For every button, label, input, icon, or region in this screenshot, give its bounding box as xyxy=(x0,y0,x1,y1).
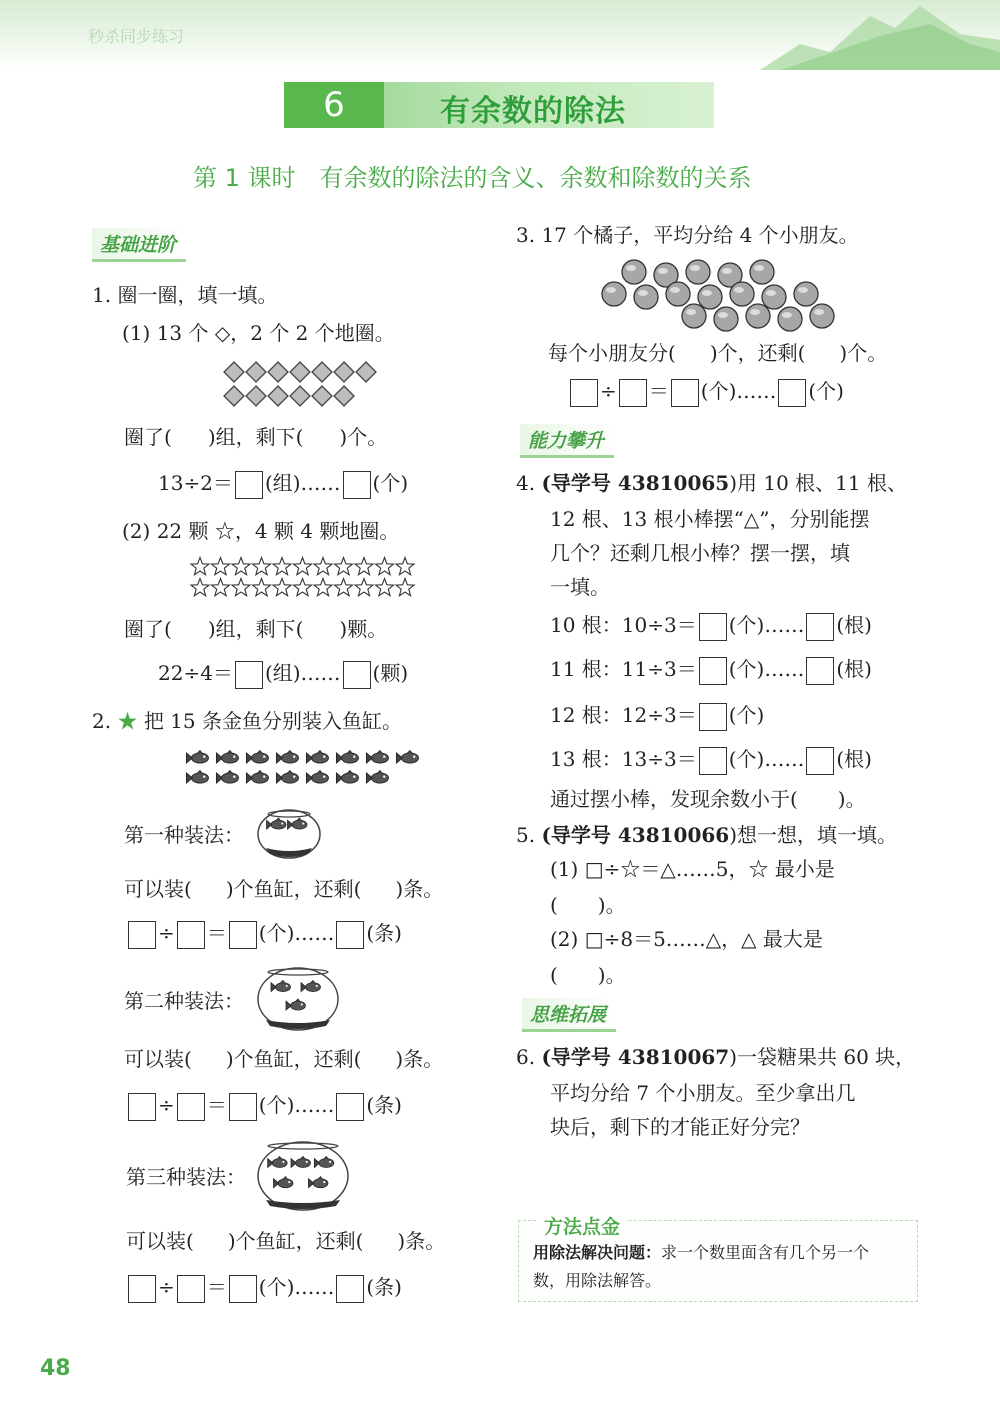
q5-part2a: (2) □÷8＝5……△，△ 最大是 xyxy=(550,927,823,951)
tip-label: 方法点金 xyxy=(538,1212,626,1239)
star-icon xyxy=(355,558,373,575)
answer-box[interactable] xyxy=(128,921,156,949)
text: (条) xyxy=(366,1093,402,1117)
text: ＝ xyxy=(206,1275,227,1299)
method2-fill xyxy=(124,1046,443,1072)
q5-stem xyxy=(516,822,897,848)
answer-box[interactable] xyxy=(343,661,371,689)
section-thinking-label: 思维拓展 xyxy=(522,998,616,1032)
star-icon xyxy=(232,558,250,575)
answer-box[interactable] xyxy=(699,703,727,731)
orange-icon xyxy=(730,282,754,306)
diamond-icon xyxy=(312,386,332,406)
goldfish-icon xyxy=(186,770,208,783)
goldfish-icon xyxy=(216,770,238,783)
orange-icon xyxy=(714,307,738,331)
text: (个)…… xyxy=(258,921,335,945)
text: 圈了( xyxy=(124,617,172,641)
orange-icon xyxy=(810,304,834,328)
goldfish-icon xyxy=(366,750,388,763)
q3-equation xyxy=(568,378,844,407)
q4-line1 xyxy=(516,470,907,496)
text: )组，剩下( xyxy=(207,425,304,449)
method3-label: 第三种装法： xyxy=(126,1165,246,1189)
text: (组)…… xyxy=(264,661,341,685)
star-icon xyxy=(335,558,353,575)
answer-box[interactable] xyxy=(235,661,263,689)
text: (颗) xyxy=(372,661,409,685)
text: ÷ xyxy=(158,1093,175,1117)
text: 22÷4＝ xyxy=(158,661,233,685)
q5-part2b: ( )。 xyxy=(550,963,626,987)
orange-icon xyxy=(602,282,626,306)
running-title: 秒杀同步练习 xyxy=(88,27,185,46)
star-icon xyxy=(253,558,271,575)
answer-box[interactable] xyxy=(229,1093,257,1121)
text: ÷ xyxy=(158,1275,175,1299)
orange-icon xyxy=(622,260,646,284)
star-icon xyxy=(191,558,209,575)
text: ＝ xyxy=(206,1093,227,1117)
question-number: 5. xyxy=(516,823,536,847)
text: (根) xyxy=(836,747,872,771)
tip-line2: 数，用除法解答。 xyxy=(533,1271,662,1290)
text: (个)…… xyxy=(700,379,777,403)
text: 用除法解决问题： xyxy=(533,1243,662,1262)
text: (条) xyxy=(366,921,402,945)
star-icon xyxy=(314,579,332,596)
q1-part2-equation xyxy=(158,660,408,689)
method1-equation xyxy=(126,920,402,949)
question-number: 2. xyxy=(92,709,112,733)
text: (根) xyxy=(836,657,872,681)
orange-icon xyxy=(794,282,818,306)
orange-icon xyxy=(686,260,710,284)
orange-icon xyxy=(634,285,658,309)
text: ÷ xyxy=(600,379,617,403)
star-icon xyxy=(376,558,394,575)
star-group-icon xyxy=(190,556,422,600)
goldfish-group-icon xyxy=(184,748,424,788)
text: (个) xyxy=(728,703,765,727)
text: )个鱼缸，还剩( xyxy=(227,1229,364,1253)
answer-box[interactable] xyxy=(128,1093,156,1121)
text: 可以装( xyxy=(126,1229,194,1253)
star-icon xyxy=(191,579,209,596)
q3-stem: 3. 17 个橘子，平均分给 4 个小朋友。 xyxy=(516,223,859,247)
goldfish-icon xyxy=(276,770,298,783)
star-mark-icon: ★ xyxy=(117,709,138,733)
diamond-icon xyxy=(224,362,244,382)
q4-row-13 xyxy=(550,746,872,775)
mountain-decoration-icon xyxy=(760,0,1000,70)
answer-box[interactable] xyxy=(229,1275,257,1303)
diamond-icon xyxy=(356,362,376,382)
text: (组)…… xyxy=(264,471,341,495)
diamond-icon xyxy=(290,362,310,382)
goldfish-icon xyxy=(366,770,388,783)
orange-icon xyxy=(762,285,786,309)
text: )用 10 根、11 根、 xyxy=(729,471,907,495)
goldfish-icon xyxy=(336,750,358,763)
diamond-icon xyxy=(268,386,288,406)
answer-box[interactable] xyxy=(177,1275,205,1303)
text: )个鱼缸，还剩( xyxy=(225,1047,362,1071)
star-icon xyxy=(376,579,394,596)
star-icon xyxy=(232,579,250,596)
text: (导学号 xyxy=(541,823,618,847)
text: )个，还剩( xyxy=(709,341,806,365)
diamond-group-icon xyxy=(222,360,392,410)
diamond-icon xyxy=(268,362,288,382)
q1-part2-fill xyxy=(124,616,387,642)
diamond-icon xyxy=(224,386,244,406)
q6-line1 xyxy=(516,1044,915,1070)
goldfish-icon xyxy=(186,750,208,763)
q6-line2: 平均分给 7 个小朋友。至少拿出几 xyxy=(550,1081,856,1105)
answer-box[interactable] xyxy=(177,1093,205,1121)
q1-part1-stem: (1) 13 个 ◇，2 个 2 个地圈。 xyxy=(122,321,395,345)
text: 可以装( xyxy=(124,1047,192,1071)
star-icon xyxy=(212,558,230,575)
text: (个)…… xyxy=(258,1093,335,1117)
fishbowl-icon xyxy=(256,1140,350,1212)
page-number: 48 xyxy=(40,1356,71,1381)
q4-row-11 xyxy=(550,656,872,685)
fishbowl-icon xyxy=(256,808,322,860)
text: )条。 xyxy=(395,1047,444,1071)
text: 11 根：11÷3＝ xyxy=(550,657,697,681)
method3-fill xyxy=(126,1228,445,1254)
goldfish-icon xyxy=(276,750,298,763)
text: 求一个数里面含有几个另一个 xyxy=(661,1243,870,1262)
star-icon xyxy=(314,558,332,575)
guide-code: 43810067 xyxy=(617,1045,730,1069)
answer-box[interactable] xyxy=(570,379,598,407)
text: )组，剩下( xyxy=(207,617,304,641)
answer-box[interactable] xyxy=(806,613,834,641)
q4-conclusion: 通过摆小棒，发现余数小于( )。 xyxy=(550,787,866,811)
answer-box[interactable] xyxy=(336,1275,364,1303)
answer-box[interactable] xyxy=(235,471,263,499)
text: (个)…… xyxy=(258,1275,335,1299)
text: (根) xyxy=(836,613,872,637)
goldfish-icon xyxy=(336,770,358,783)
diamond-icon xyxy=(334,362,354,382)
diamond-icon xyxy=(246,362,266,382)
chapter-number: 6 xyxy=(284,82,384,128)
goldfish-icon xyxy=(246,770,268,783)
text: 把 15 条金鱼分别装入鱼缸。 xyxy=(143,709,402,733)
text: (个) xyxy=(372,471,409,495)
q1-stem: 1. 圈一圈，填一填。 xyxy=(92,283,278,307)
text: 10 根：10÷3＝ xyxy=(550,613,697,637)
text: )条。 xyxy=(397,1229,446,1253)
text: ÷ xyxy=(158,921,175,945)
diamond-icon xyxy=(312,362,332,382)
answer-box[interactable] xyxy=(177,921,205,949)
goldfish-icon xyxy=(306,750,328,763)
question-number: 4. xyxy=(516,471,536,495)
orange-icon xyxy=(698,285,722,309)
goldfish-icon xyxy=(396,750,418,763)
text: (导学号 xyxy=(541,1045,618,1069)
star-icon xyxy=(355,579,373,596)
star-icon xyxy=(294,579,312,596)
answer-box[interactable] xyxy=(336,921,364,949)
method2-label: 第二种装法： xyxy=(124,989,244,1013)
goldfish-icon xyxy=(246,750,268,763)
star-icon xyxy=(294,558,312,575)
text: )个。 xyxy=(839,341,888,365)
fishbowl-icon xyxy=(256,966,340,1032)
text: (个) xyxy=(808,379,844,403)
q5-part1a: (1) □÷☆＝△……5，☆ 最小是 xyxy=(550,857,835,881)
goldfish-icon xyxy=(216,750,238,763)
guide-code: 43810065 xyxy=(617,471,730,495)
answer-box[interactable] xyxy=(671,379,699,407)
answer-box[interactable] xyxy=(343,471,371,499)
method1-label: 第一种装法： xyxy=(124,823,244,847)
text: )个鱼缸，还剩( xyxy=(225,877,362,901)
text: )条。 xyxy=(395,877,444,901)
text: 13 根：13÷3＝ xyxy=(550,747,697,771)
answer-box[interactable] xyxy=(806,657,834,685)
q4-line3: 几个？还剩几根小棒？摆一摆，填 xyxy=(550,541,850,565)
q4-row-12 xyxy=(550,702,764,731)
star-icon xyxy=(335,579,353,596)
orange-icon xyxy=(750,260,774,284)
orange-group-icon xyxy=(598,258,868,334)
text: )想一想，填一填。 xyxy=(729,823,898,847)
orange-icon xyxy=(746,304,770,328)
star-icon xyxy=(253,579,271,596)
method1-fill xyxy=(124,876,443,902)
chapter-title: 有余数的除法 xyxy=(440,94,626,129)
star-icon xyxy=(212,579,230,596)
section-ability-label: 能力攀升 xyxy=(520,424,614,458)
diamond-icon xyxy=(290,386,310,406)
star-icon xyxy=(396,558,414,575)
text: 每个小朋友分( xyxy=(548,341,676,365)
star-icon xyxy=(273,579,291,596)
q4-line2: 12 根、13 根小棒摆“△”，分别能摆 xyxy=(550,507,870,531)
answer-box[interactable] xyxy=(619,379,647,407)
text: (个)…… xyxy=(728,613,805,637)
q2-stem xyxy=(92,708,402,734)
guide-code: 43810066 xyxy=(617,823,730,847)
answer-box[interactable] xyxy=(778,379,806,407)
text: ＝ xyxy=(648,379,669,403)
method2-equation xyxy=(126,1092,402,1121)
text: 12 根：12÷3＝ xyxy=(550,703,697,727)
tip-line1 xyxy=(533,1240,869,1263)
star-icon xyxy=(273,558,291,575)
q3-fill xyxy=(548,340,887,366)
diamond-icon xyxy=(246,386,266,406)
text: 可以装( xyxy=(124,877,192,901)
answer-box[interactable] xyxy=(336,1093,364,1121)
orange-icon xyxy=(778,307,802,331)
text: 13÷2＝ xyxy=(158,471,233,495)
answer-box[interactable] xyxy=(229,921,257,949)
diamond-icon xyxy=(334,386,354,406)
q1-part1-equation xyxy=(158,470,408,499)
goldfish-icon xyxy=(306,770,328,783)
q1-part1-fill xyxy=(124,424,387,450)
q4-line4: 一填。 xyxy=(550,575,610,599)
answer-box[interactable] xyxy=(806,747,834,775)
answer-box[interactable] xyxy=(699,657,727,685)
text: (导学号 xyxy=(541,471,618,495)
q1-part2-stem: (2) 22 颗 ☆，4 颗 4 颗地圈。 xyxy=(122,519,400,543)
q5-part1b: ( )。 xyxy=(550,893,626,917)
orange-icon xyxy=(682,304,706,328)
answer-box[interactable] xyxy=(128,1275,156,1303)
q4-row-10 xyxy=(550,612,872,641)
text: )个。 xyxy=(339,425,388,449)
method3-equation xyxy=(126,1274,402,1303)
section-basic-label: 基础进阶 xyxy=(92,228,186,262)
question-number: 6. xyxy=(516,1045,536,1069)
text: (条) xyxy=(366,1275,402,1299)
text: )颗。 xyxy=(339,617,388,641)
star-icon xyxy=(396,579,414,596)
answer-box[interactable] xyxy=(699,747,727,775)
lesson-title: 第 1 课时 有余数的除法的含义、余数和除数的关系 xyxy=(193,164,752,192)
text: (个)…… xyxy=(728,747,805,771)
text: )一袋糖果共 60 块， xyxy=(729,1045,916,1069)
answer-box[interactable] xyxy=(699,613,727,641)
q6-line3: 块后，剩下的才能正好分完？ xyxy=(550,1115,810,1139)
text: 圈了( xyxy=(124,425,172,449)
orange-icon xyxy=(666,282,690,306)
text: (个)…… xyxy=(728,657,805,681)
text: ＝ xyxy=(206,921,227,945)
